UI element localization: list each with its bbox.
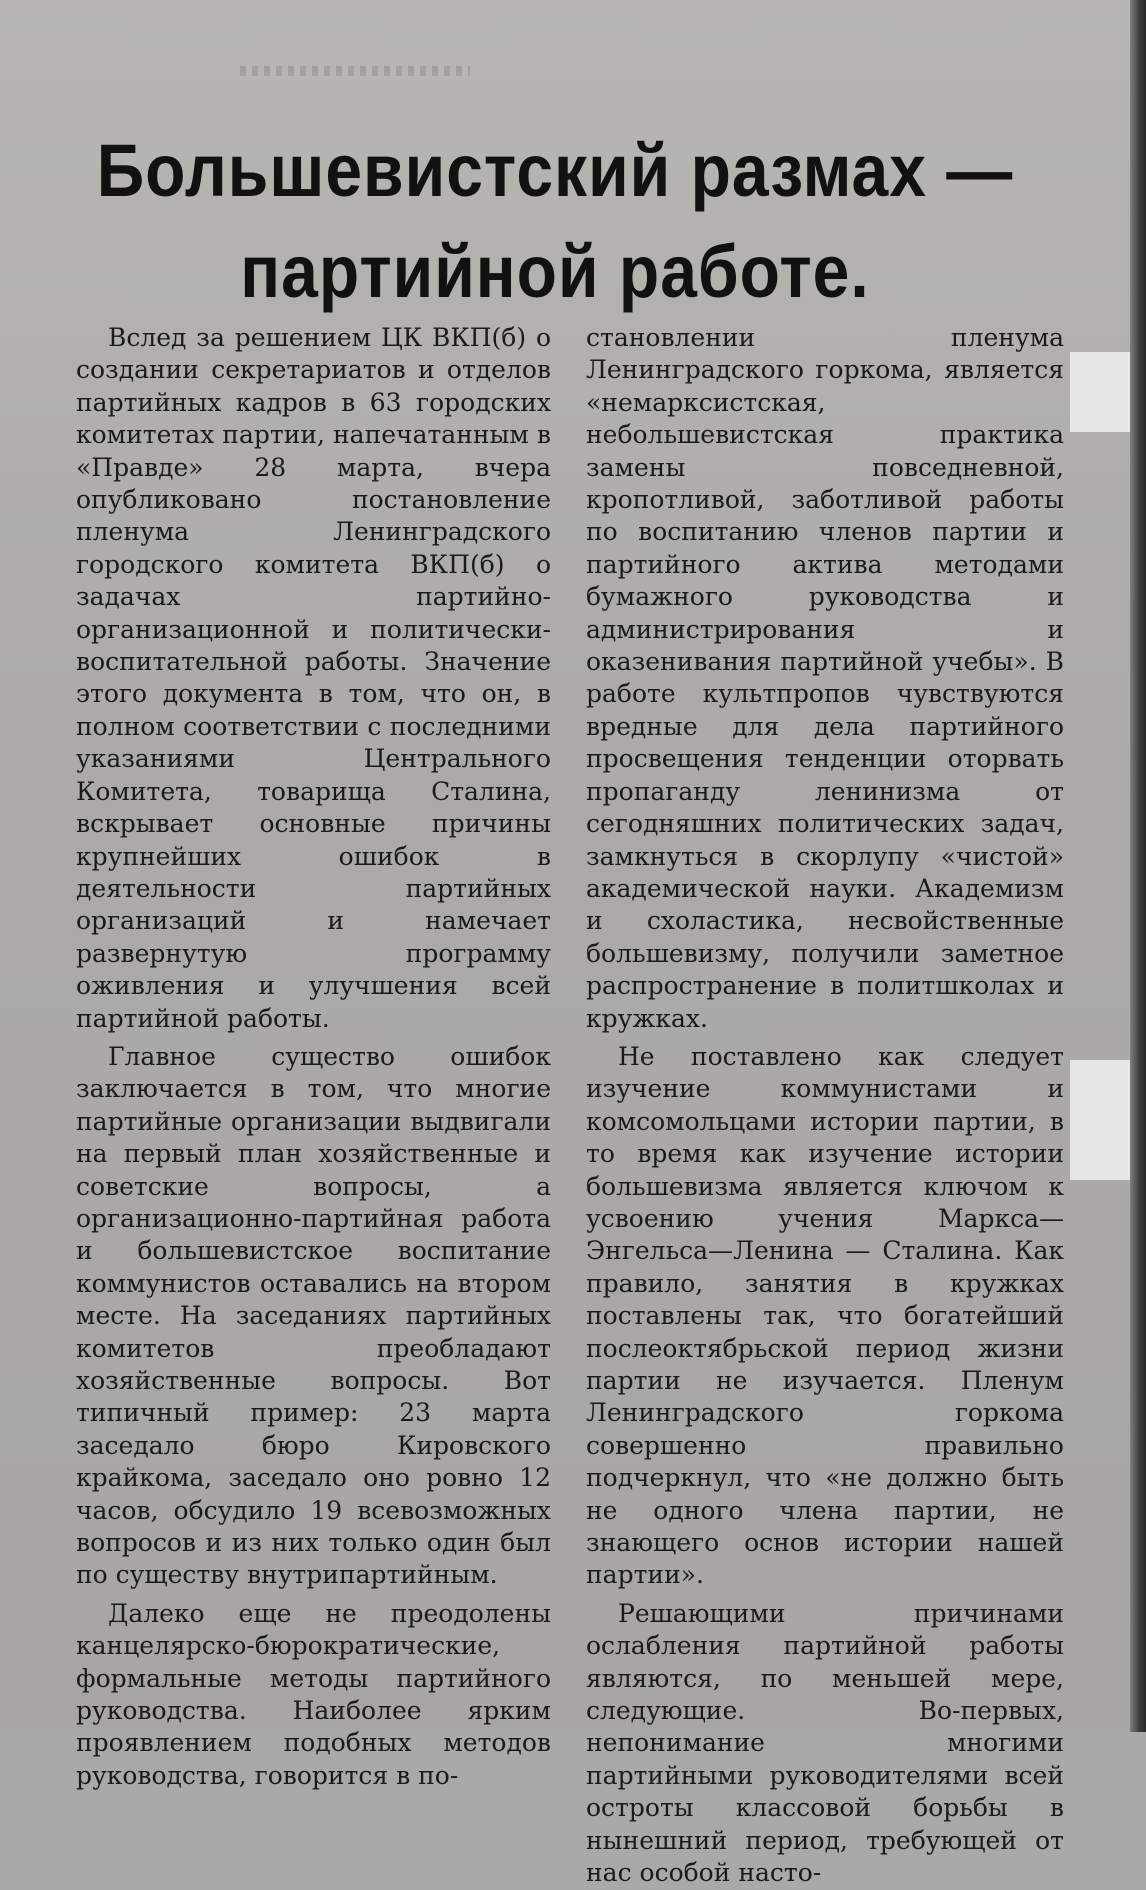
right-column: [586, 322, 1064, 1890]
paper-tear: [1070, 352, 1130, 432]
paragraph: Решающими причинами ослабления партийной работы являются, по меньшей мере, следующие. Во-первых, непонимание многими партийными руководителями всей остроты классовой борьбы в нынешний период, требующей от нас особой насто-: [586, 1598, 1064, 1888]
paragraph: Далеко еще не преодолены канцелярско-бюрократические, формальные методы партийного руководства. Наиболее ярким проявлением подобных методов руководства, говорится в по-: [76, 1598, 551, 1790]
paragraph: становлении пленума Ленинградского горкома, является «немарксистская, небольшевистская практика замены повседневной, кропотливой, заботливой работы по воспитанию членов партии и партийного актива методами бумажного руководства и администрирования и оказенивания партийной учебы». В работе культпропов чувствуются вредные для дела партийного просвещения тенденции оторвать пропаганду ленинизма от сегодняшних политических задач, замкнуться в скорлупу «чистой» академической науки. Академизм и схоластика, несвойственные большевизму, получили заметное распространение в политшколах и кружках.: [586, 323, 1064, 1033]
headline-line-2: партийной работе.: [240, 229, 870, 313]
paragraph: Главное существо ошибок заключается в том, что многие партийные организации выдвигали на первый план хозяйственные и советские вопросы, а организационно-партийная работа и большевистское воспитание коммунистов оставались на втором месте. На заседаниях партийных комитетов преобладают хозяйственные вопросы. Вот типичный пример: 23 марта заседало бюро Кировского крайкома, заседало оно ровно 12 часов, обсудило 19 всевозможных вопросов и из них только один был по существу внутрипартийным.: [76, 1041, 551, 1590]
paper-tear: [1070, 1060, 1130, 1180]
headline-line-1: Большевистский размах —: [96, 128, 1014, 212]
print-artifact: [240, 66, 470, 76]
article-headline: [40, 120, 1070, 322]
page-edge-shadow: [1130, 0, 1146, 1732]
left-column: [76, 322, 551, 1792]
paragraph: Не поставлено как следует изучение коммунистами и комсомольцами истории партии, в то время как изучение истории большевизма является ключом к усвоению учения Маркса—Энгельса—Ленина — Сталина. Как правило, занятия в кружках поставлены так, что богатейший послеоктябрьской период жизни партии не изучается. Пленум Ленинградского горкома совершенно правильно подчеркнул, что «не должно быть не одного члена партии, не знающего основ истории нашей партии».: [586, 1041, 1064, 1590]
paragraph: Вслед за решением ЦК ВКП(б) о создании секретариатов и отделов партийных кадров в 63 городских комитетах партии, напечатанным в «Правде» 28 марта, вчера опубликовано постановление пленума Ленинградского городского комитета ВКП(б) о задачах партийно-организационной и политически-воспитательной работы. Значение этого документа в том, что он, в полном соответствии с последними указаниями Центрального Комитета, товарища Сталина, вскрывает основные причины крупнейших ошибок в деятельности партийных организаций и намечает развернутую программу оживления и улучшения всей партийной работы.: [76, 323, 551, 1033]
